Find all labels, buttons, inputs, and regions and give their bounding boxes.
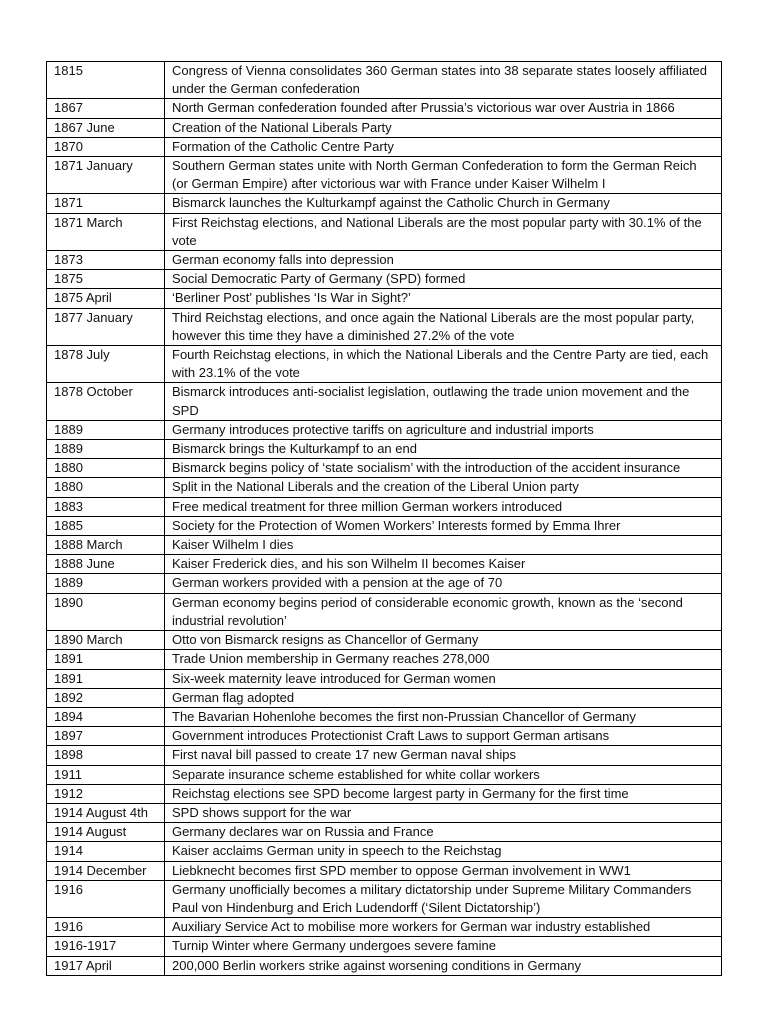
date-cell: 1914 August [47,823,165,842]
table-row [47,270,722,289]
date-cell: 1873 [47,251,165,270]
table-row [47,157,722,194]
date-cell: 1914 [47,842,165,861]
date-cell: 1880 [47,459,165,478]
event-cell: Bismarck introduces anti-socialist legislation, outlawing the trade union movement and the SPD [165,383,722,420]
date-cell: 1815 [47,62,165,99]
date-cell: 1890 March [47,631,165,650]
table-row [47,251,722,270]
event-cell: Formation of the Catholic Centre Party [165,137,722,156]
date-cell: 1889 [47,574,165,593]
event-cell: German economy begins period of considerable economic growth, known as the ‘second industrial revolution’ [165,593,722,630]
timeline-table [46,61,722,976]
event-cell: Fourth Reichstag elections, in which the National Liberals and the Centre Party are tied, each with 23.1% of the vote [165,346,722,383]
event-cell: Kaiser acclaims German unity in speech to the Reichstag [165,842,722,861]
event-cell: Third Reichstag elections, and once again the National Liberals are the most popular party, however this time they have a diminished 27.2% of the vote [165,308,722,345]
event-cell: Congress of Vienna consolidates 360 German states into 38 separate states loosely affiliated under the German confederation [165,62,722,99]
date-cell: 1867 [47,99,165,118]
table-row [47,842,722,861]
event-cell: North German confederation founded after Prussia’s victorious war over Austria in 1866 [165,99,722,118]
table-row [47,937,722,956]
date-cell: 1914 August 4th [47,803,165,822]
date-cell: 1916 [47,918,165,937]
timeline-body [47,62,722,976]
table-row [47,574,722,593]
table-row [47,308,722,345]
table-row [47,289,722,308]
table-row [47,746,722,765]
date-cell: 1889 [47,420,165,439]
table-row [47,213,722,250]
date-cell: 1871 January [47,157,165,194]
date-cell: 1888 June [47,555,165,574]
table-row [47,62,722,99]
table-row [47,803,722,822]
date-cell: 1877 January [47,308,165,345]
table-row [47,631,722,650]
date-cell: 1878 July [47,346,165,383]
event-cell: Kaiser Frederick dies, and his son Wilhelm II becomes Kaiser [165,555,722,574]
date-cell: 1871 [47,194,165,213]
event-cell: Trade Union membership in Germany reaches 278,000 [165,650,722,669]
table-row [47,137,722,156]
table-row [47,383,722,420]
event-cell: First naval bill passed to create 17 new German naval ships [165,746,722,765]
table-row [47,918,722,937]
event-cell: German workers provided with a pension at the age of 70 [165,574,722,593]
event-cell: German flag adopted [165,688,722,707]
table-row [47,650,722,669]
event-cell: Bismarck brings the Kulturkampf to an end [165,440,722,459]
date-cell: 1885 [47,516,165,535]
table-row [47,118,722,137]
date-cell: 1875 April [47,289,165,308]
date-cell: 1892 [47,688,165,707]
event-cell: Bismarck begins policy of ‘state socialism’ with the introduction of the accident insurance [165,459,722,478]
event-cell: Otto von Bismarck resigns as Chancellor of Germany [165,631,722,650]
event-cell: Society for the Protection of Women Workers’ Interests formed by Emma Ihrer [165,516,722,535]
date-cell: 1911 [47,765,165,784]
table-row [47,593,722,630]
table-row [47,688,722,707]
event-cell: Social Democratic Party of Germany (SPD) formed [165,270,722,289]
table-row [47,194,722,213]
table-row [47,727,722,746]
event-cell: The Bavarian Hohenlohe becomes the first non-Prussian Chancellor of Germany [165,707,722,726]
table-row [47,536,722,555]
table-row [47,478,722,497]
date-cell: 1894 [47,707,165,726]
date-cell: 1888 March [47,536,165,555]
event-cell: Separate insurance scheme established for white collar workers [165,765,722,784]
table-row [47,784,722,803]
table-row [47,765,722,784]
event-cell: ‘Berliner Post’ publishes ‘Is War in Sight?’ [165,289,722,308]
event-cell: Kaiser Wilhelm I dies [165,536,722,555]
date-cell: 1891 [47,650,165,669]
table-row [47,669,722,688]
table-row [47,497,722,516]
date-cell: 1917 April [47,956,165,975]
event-cell: German economy falls into depression [165,251,722,270]
date-cell: 1867 June [47,118,165,137]
date-cell: 1890 [47,593,165,630]
date-cell: 1871 March [47,213,165,250]
event-cell: Reichstag elections see SPD become largest party in Germany for the first time [165,784,722,803]
table-row [47,956,722,975]
date-cell: 1912 [47,784,165,803]
event-cell: 200,000 Berlin workers strike against worsening conditions in Germany [165,956,722,975]
table-row [47,823,722,842]
date-cell: 1878 October [47,383,165,420]
table-row [47,555,722,574]
event-cell: Government introduces Protectionist Craft Laws to support German artisans [165,727,722,746]
date-cell: 1875 [47,270,165,289]
date-cell: 1916 [47,880,165,917]
table-row [47,99,722,118]
date-cell: 1898 [47,746,165,765]
table-row [47,420,722,439]
event-cell: First Reichstag elections, and National Liberals are the most popular party with 30.1% of the vote [165,213,722,250]
date-cell: 1883 [47,497,165,516]
date-cell: 1870 [47,137,165,156]
table-row [47,861,722,880]
event-cell: SPD shows support for the war [165,803,722,822]
event-cell: Turnip Winter where Germany undergoes severe famine [165,937,722,956]
event-cell: Creation of the National Liberals Party [165,118,722,137]
event-cell: Germany introduces protective tariffs on agriculture and industrial imports [165,420,722,439]
date-cell: 1880 [47,478,165,497]
date-cell: 1916-1917 [47,937,165,956]
event-cell: Liebknecht becomes first SPD member to oppose German involvement in WW1 [165,861,722,880]
event-cell: Germany declares war on Russia and France [165,823,722,842]
event-cell: Germany unofficially becomes a military dictatorship under Supreme Military Commanders Paul von Hindenburg and Erich Ludendorff (‘Silent Dictatorship’) [165,880,722,917]
table-row [47,880,722,917]
date-cell: 1889 [47,440,165,459]
event-cell: Split in the National Liberals and the creation of the Liberal Union party [165,478,722,497]
table-row [47,707,722,726]
event-cell: Six-week maternity leave introduced for German women [165,669,722,688]
date-cell: 1891 [47,669,165,688]
table-row [47,440,722,459]
event-cell: Auxiliary Service Act to mobilise more workers for German war industry established [165,918,722,937]
table-row [47,516,722,535]
event-cell: Southern German states unite with North German Confederation to form the German Reich (or German Empire) after victorious war with France under Kaiser Wilhelm I [165,157,722,194]
event-cell: Free medical treatment for three million German workers introduced [165,497,722,516]
table-row [47,346,722,383]
date-cell: 1914 December [47,861,165,880]
event-cell: Bismarck launches the Kulturkampf against the Catholic Church in Germany [165,194,722,213]
table-row [47,459,722,478]
date-cell: 1897 [47,727,165,746]
